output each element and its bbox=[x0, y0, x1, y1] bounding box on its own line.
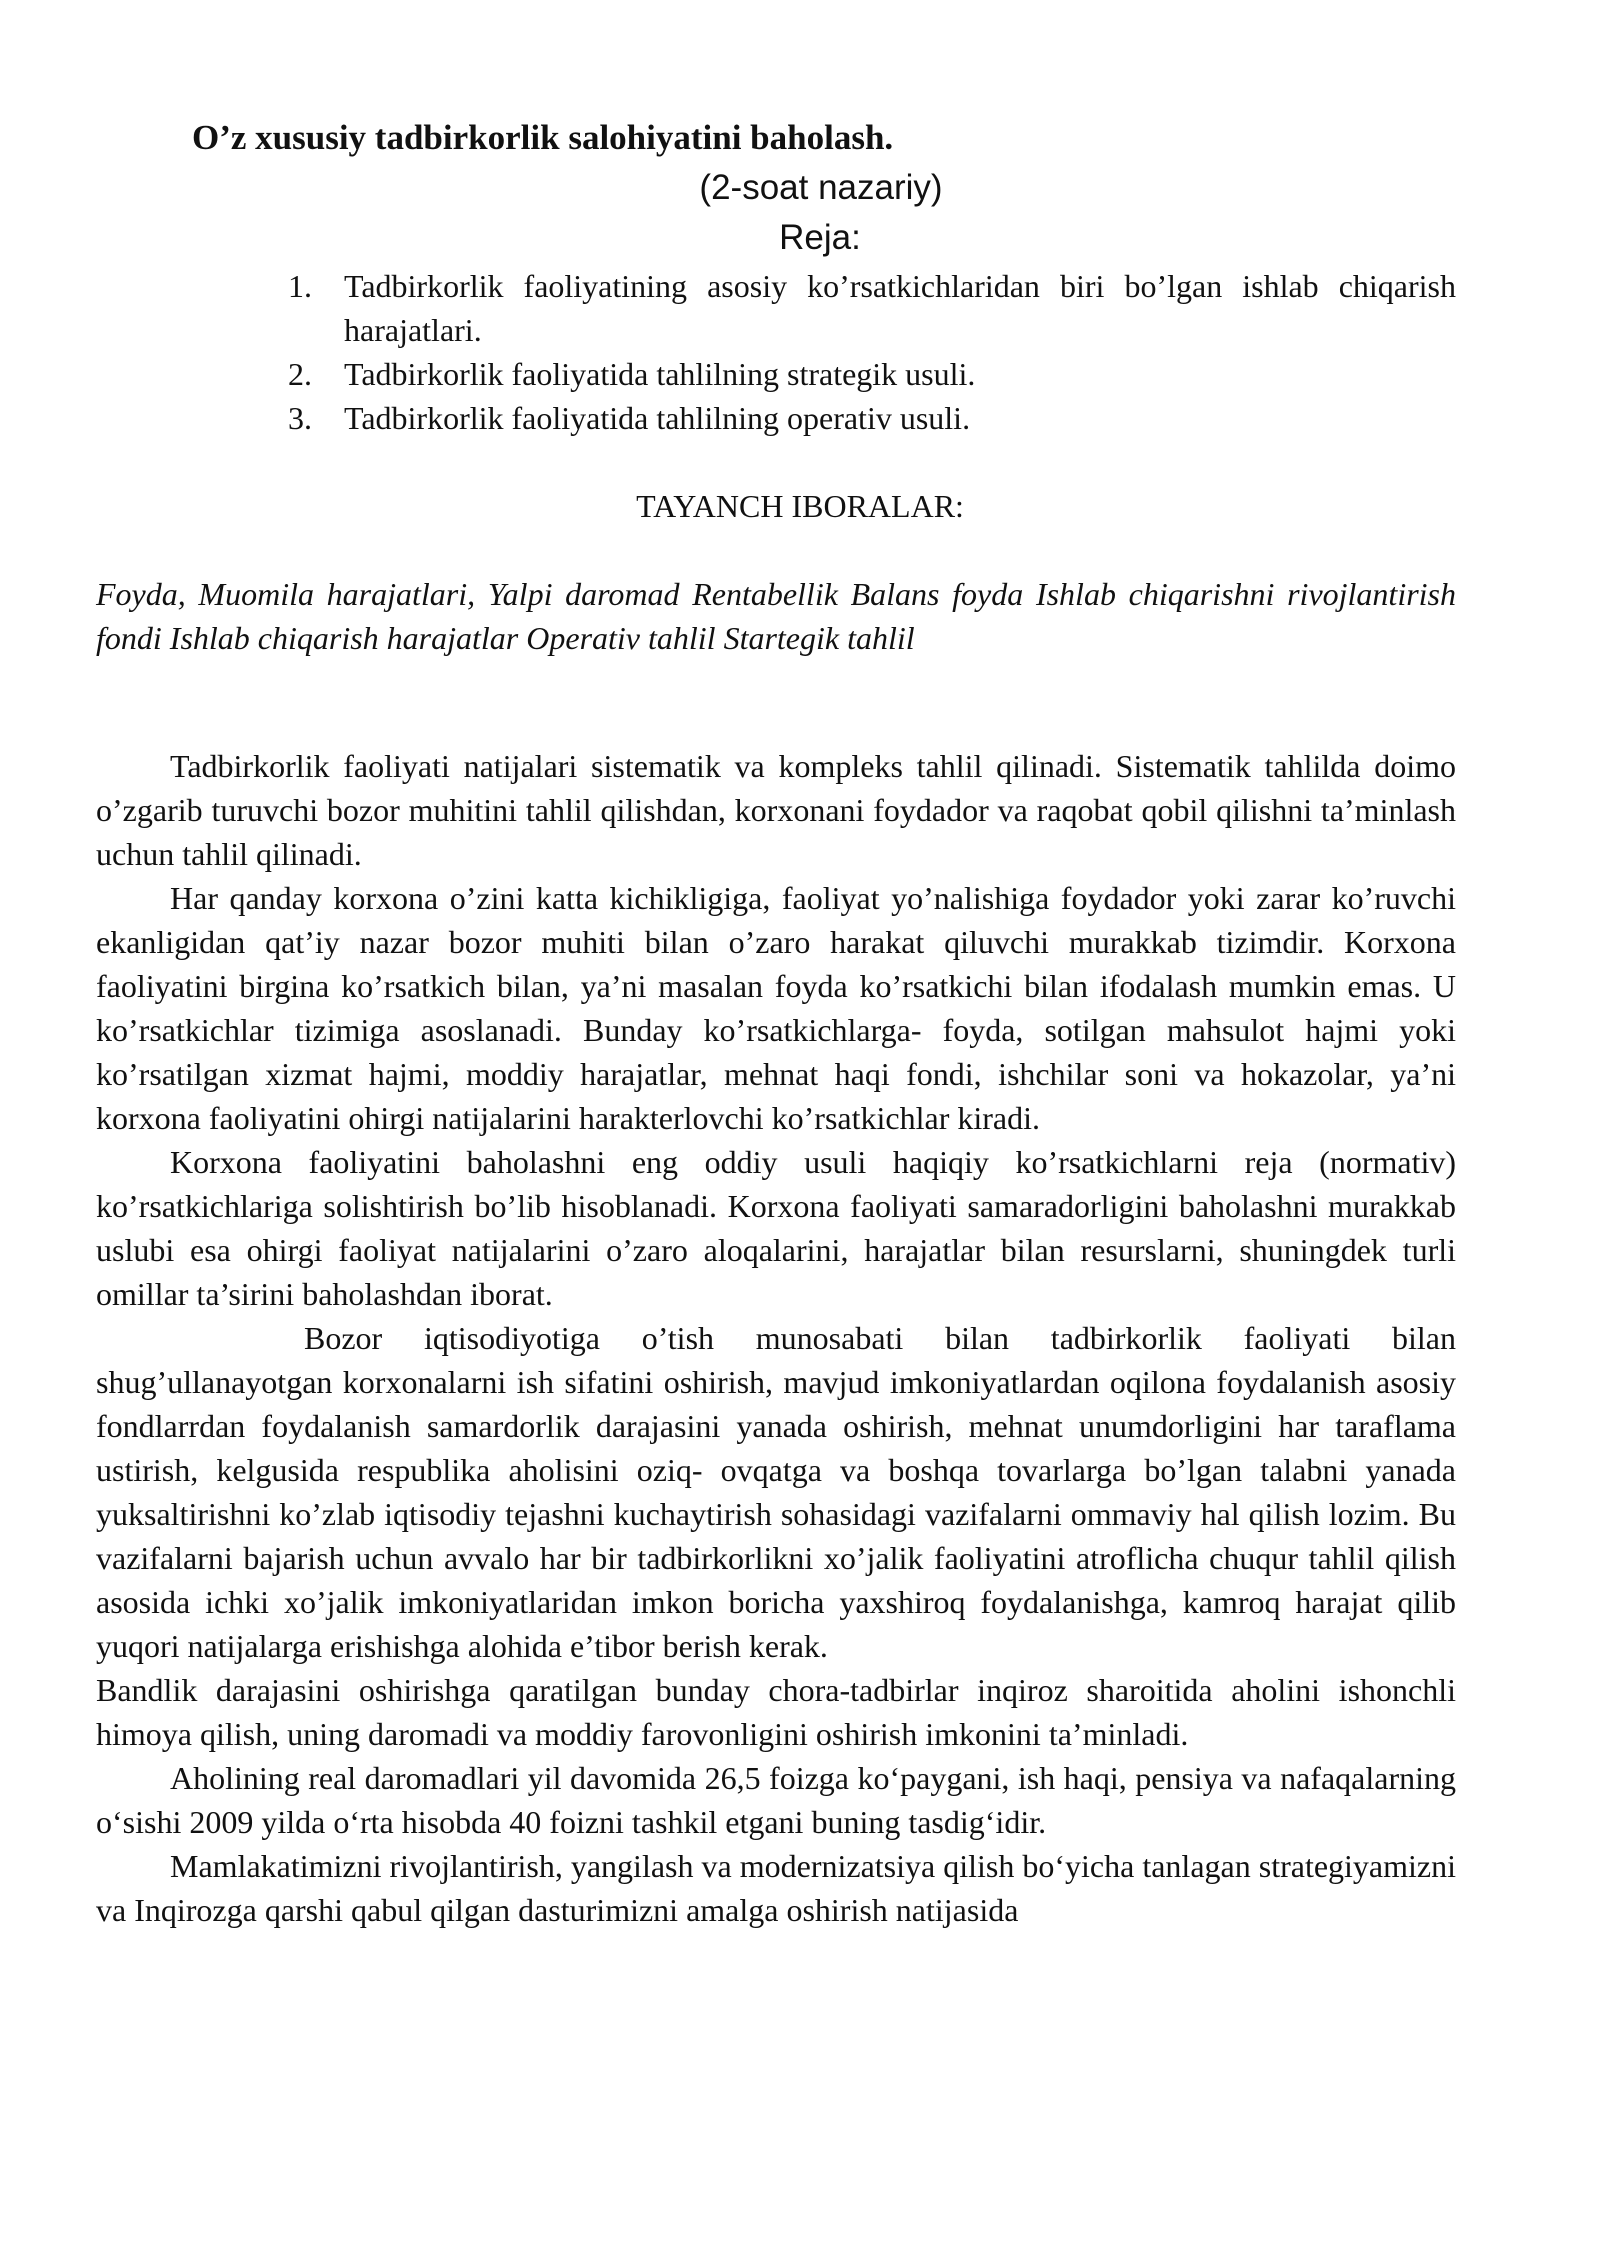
paragraph: Bandlik darajasini oshirishga qaratilgan bunday chora-tadbirlar inqiroz sharoitida aholini ishonchli himoya qilish, uning daromadi va moddiy farovonligini oshirish imkonini ta’minladi. bbox=[96, 1672, 1456, 1752]
plan-item-number: 1. bbox=[288, 268, 312, 304]
body-text bbox=[96, 744, 1456, 1932]
paragraph: Har qanday korxona o’zini katta kichikligiga, faoliyat yo’nalishiga foydador yoki zarar ko’ruvchi ekanligidan qat’iy nazar bozor muhiti bilan o’zaro harakat qiluvchi murakkab tizimdir. Korxona faoliyatini birgina ko’rsatkich bilan, ya’ni masalan foyda ko’rsatkichi bilan ifodalash mumkin emas. U ko’rsatkichlar tizimiga asoslanadi. Bunday ko’rsatkichlarga- foyda, sotilgan mahsulot hajmi yoki ko’rsatilgan xizmat hajmi, moddiy harajatlar, mehnat haqi fondi, ishchilar soni va hokazolar, ya’ni korxona faoliyatini ohirgi natijalarini harakterlovchi ko’rsatkichlar kiradi. bbox=[96, 880, 1456, 1136]
plan-item-text: Tadbirkorlik faoliyatida tahlilning strategik usuli. bbox=[344, 356, 976, 392]
paragraph: Bozor iqtisodiyotiga o’tish munosabati bilan tadbirkorlik faoliyati bilan shug’ullanayotgan korxonalarni ish sifatini oshirish, mavjud imkoniyatlardan oqilona foydalanish asosiy fondlarrdan foydalanish samardorlik darajasini yanada oshirish, mehnat unumdorligini har taraflama ustirish, kelgusida respublika aholisini oziq- ovqatga va boshqa tovarlarga bo’lgan talabni yanada yuksaltirishni ko’zlab iqtisodiy tejashni kuchaytirish sohasidagi vazifalarni ommaviy hal qilish lozim. Bu vazifalarni bajarish uchun avvalo har bir tadbirkorlikni xo’jalik faoliyatini atroflicha chuqur tahlil qilish asosida ichki xo’jalik imkoniyatlaridan imkon boricha yaxshiroq foydalanishga, kamroq harajat qilib yuqori natijalarga erishishga alohida e’tibor berish kerak. bbox=[96, 1320, 1456, 1664]
plan-item-text: Tadbirkorlik faoliyatining asosiy ko’rsatkichlaridan biri bo’lgan ishlab chiqarish harajatlari. bbox=[344, 268, 1456, 348]
plan-item bbox=[288, 352, 1456, 396]
plan-list bbox=[288, 264, 1456, 440]
keywords-list: Foyda, Muomila harajatlari, Yalpi daromad Rentabellik Balans foyda Ishlab chiqarishni rivojlantirish fondi Ishlab chiqarish harajatlar Operativ tahlil Startegik tahlil bbox=[96, 576, 1456, 656]
document-subtitle: (2-soat nazariy) bbox=[699, 168, 943, 207]
plan-item-number: 3. bbox=[288, 400, 312, 436]
plan-item-text: Tadbirkorlik faoliyatida tahlilning operativ usuli. bbox=[344, 400, 971, 436]
plan-item bbox=[288, 264, 1456, 352]
plan-item-number: 2. bbox=[288, 356, 312, 392]
document-title: O’z xususiy tadbirkorlik salohiyatini baholash. bbox=[192, 118, 894, 157]
plan-heading: Reja: bbox=[779, 218, 861, 257]
paragraph: Korxona faoliyatini baholashni eng oddiy usuli haqiqiy ko’rsatkichlarni reja (normativ) ko’rsatkichlariga solishtirish bo’lib hisoblanadi. Korxona faoliyati samaradorligini baholashni murakkab uslubi esa ohirgi faoliyat natijalarini o’zaro aloqalarini, harajatlar bilan resurslarni, shuningdek turli omillar ta’sirini baholashdan iborat. bbox=[96, 1144, 1456, 1312]
paragraph: Aholining real daromadlari yil davomida 26,5 foizga ko‘paygani, ish haqi, pensiya va nafaqalarning o‘sishi 2009 yilda o‘rta hisobda 40 foizni tashkil etgani buning tasdig‘idir. bbox=[96, 1760, 1456, 1840]
paragraph: Tadbirkorlik faoliyati natijalari sistematik va kompleks tahlil qilinadi. Sistematik tahlilda doimo o’zgarib turuvchi bozor muhitini tahlil qilishdan, korxonani foydador va raqobat qobil qilishni ta’minlash uchun tahlil qilinadi. bbox=[96, 748, 1456, 872]
keywords-heading: TAYANCH IBORALAR: bbox=[636, 488, 964, 524]
plan-item bbox=[288, 396, 1456, 440]
paragraph: Mamlakatimizni rivojlantirish, yangilash va modernizatsiya qilish bo‘yicha tanlagan strategiyamizni va Inqirozga qarshi qabul qilgan dasturimizni amalga oshirish natijasida bbox=[96, 1848, 1456, 1928]
